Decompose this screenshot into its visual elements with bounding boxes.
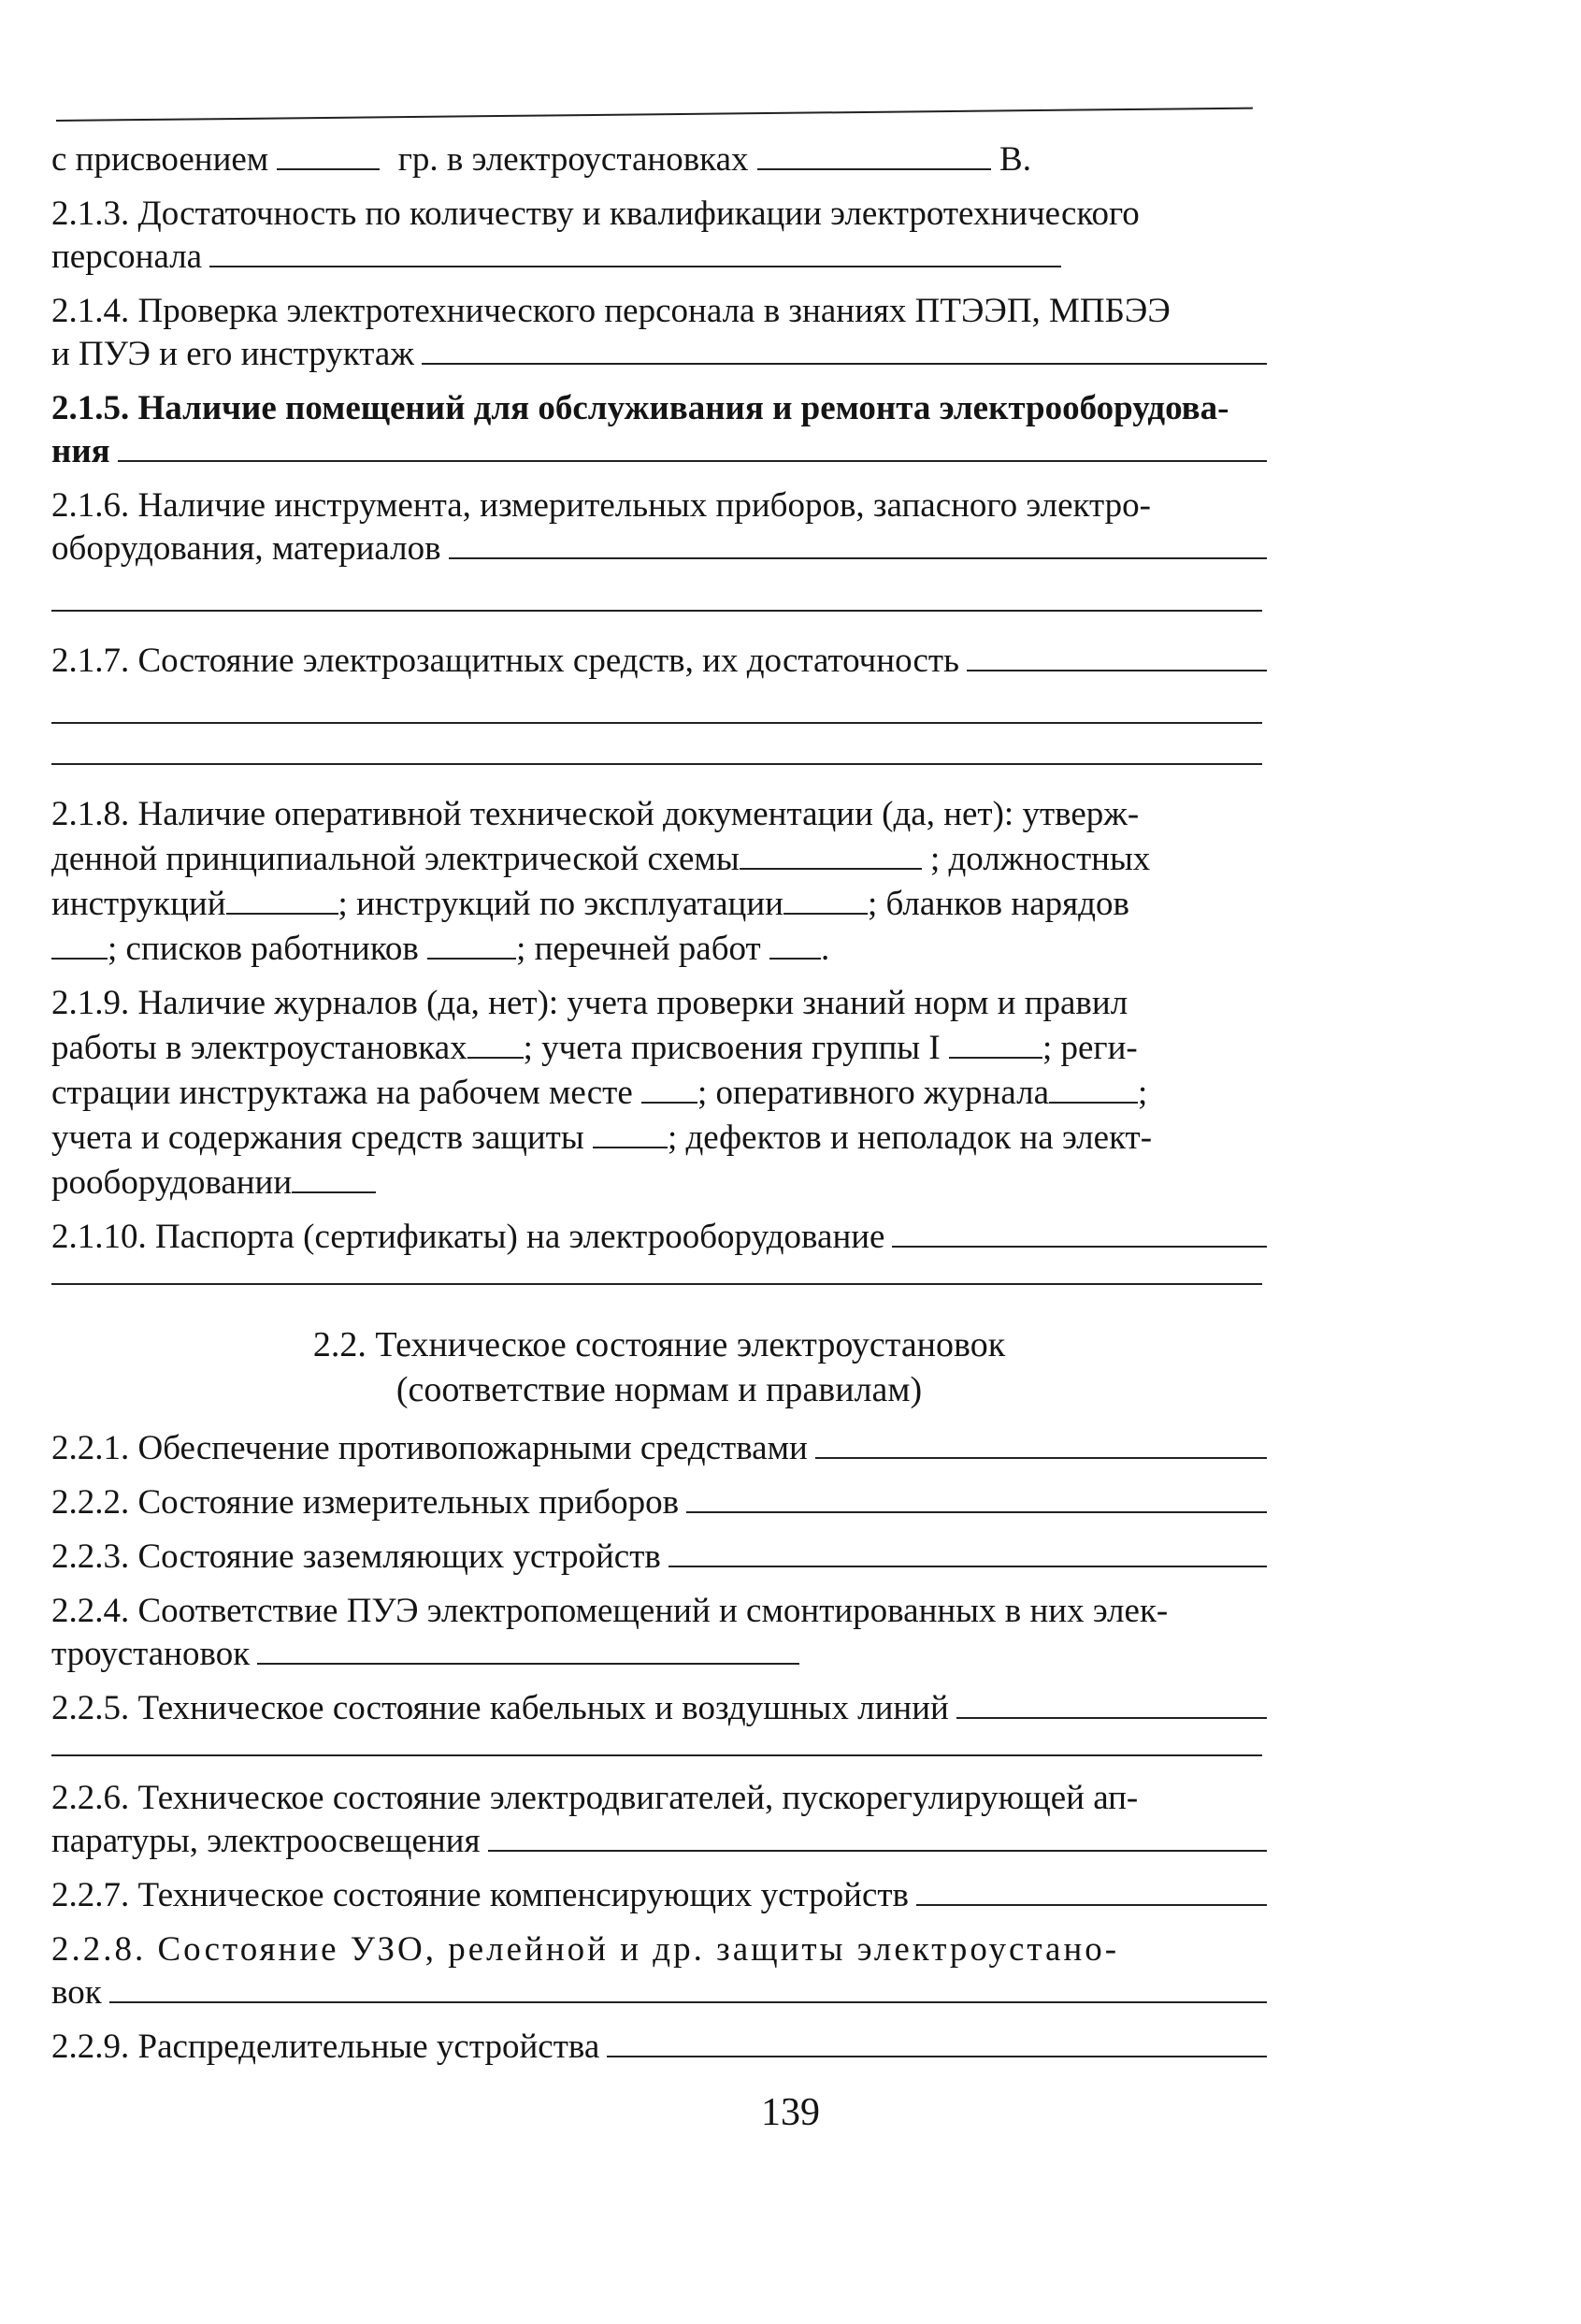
blank-field[interactable]	[467, 1025, 524, 1059]
blank-field[interactable]	[757, 137, 991, 170]
text: ; оперативного журнала	[697, 1074, 1049, 1112]
blank-field[interactable]	[967, 642, 1267, 671]
blank-field[interactable]	[892, 1218, 1267, 1248]
blank-line[interactable]	[51, 722, 1262, 724]
blank-field[interactable]	[488, 1822, 1268, 1852]
text: ; учета присвоения группы I	[523, 1029, 941, 1067]
text: ;	[1138, 1074, 1148, 1112]
item-2-2-9	[51, 2026, 1267, 2069]
blank-line[interactable]	[51, 1283, 1262, 1285]
page-number: 139	[761, 2091, 820, 2134]
text: денной принципиальной электрической схемы	[51, 840, 740, 878]
text: 2.1.8. Наличие оперативной технической документации (да, нет): утверж-	[51, 795, 1140, 833]
blank-line[interactable]	[51, 1754, 1262, 1756]
blank-field[interactable]	[641, 1070, 697, 1104]
text: 2.2.7. Техническое состояние компенсирующих устройств	[51, 1876, 910, 1914]
text: 2.1.3. Достаточность по количеству и квалификации электротехнического	[51, 195, 1140, 233]
blank-field[interactable]	[118, 432, 1267, 462]
text: ; инструкций по эксплуатации	[338, 885, 783, 923]
text: 2.2.5. Техническое состояние кабельных и воздушных линий	[51, 1689, 949, 1727]
blank-field[interactable]	[956, 1689, 1267, 1719]
text: .	[820, 930, 830, 968]
blank-field[interactable]	[427, 926, 516, 960]
text: ; дефектов и неполадок на элект-	[667, 1119, 1153, 1157]
blank-field[interactable]	[607, 2028, 1267, 2057]
item-2-2-1	[51, 1427, 1267, 1470]
item-2-1-8	[51, 793, 1267, 971]
item-2-1-3	[51, 193, 1267, 279]
blank-field[interactable]	[226, 881, 338, 915]
text: 2.2.2. Состояние измерительных приборов	[51, 1483, 680, 1522]
blank-field[interactable]	[1049, 1070, 1138, 1104]
blank-field[interactable]	[422, 335, 1267, 365]
blank-field[interactable]	[593, 1115, 668, 1148]
item-2-1-5	[51, 387, 1267, 473]
text: 2.2.1. Обеспечение противопожарными средствами	[51, 1429, 808, 1467]
item-2-1-10	[51, 1216, 1267, 1259]
blank-field[interactable]	[783, 881, 868, 915]
item-2-1-4	[51, 290, 1267, 376]
blank-field[interactable]	[109, 1973, 1267, 2003]
text: 2.1.7. Состояние электрозащитных средств, их достаточность	[51, 642, 959, 680]
section-heading	[51, 1322, 1267, 1412]
text: учета и содержания средств защиты	[51, 1119, 584, 1157]
text: 2.1.10. Паспорта (сертификаты) на электрооборудование	[51, 1218, 885, 1256]
item-2-2-3	[51, 1536, 1267, 1579]
item-2-2-6	[51, 1777, 1267, 1863]
blank-field[interactable]	[815, 1429, 1267, 1459]
blank-field[interactable]	[51, 926, 108, 960]
text: ; бланков нарядов	[867, 885, 1129, 923]
text: 2.2.4. Соответствие ПУЭ электропомещений и смонтированных в них элек-	[51, 1592, 1169, 1630]
blank-field[interactable]	[209, 238, 1061, 267]
text: 2.2.6. Техническое состояние электродвигателей, пускорегулирующей ап-	[51, 1779, 1139, 1817]
heading-line: (соответствие нормам и правилам)	[395, 1370, 923, 1409]
text: работы в электроустановках	[51, 1029, 467, 1067]
text: 2.1.5. Наличие помещений для обслуживания и ремонта электрооборудова-	[51, 389, 1229, 427]
text: В.	[999, 140, 1031, 179]
blank-field[interactable]	[292, 1160, 376, 1193]
blank-field[interactable]	[686, 1483, 1267, 1513]
blank-line[interactable]	[51, 610, 1262, 612]
blank-field[interactable]	[769, 926, 821, 960]
item-2-2-4	[51, 1590, 1267, 1676]
item-2-1-6	[51, 484, 1267, 570]
blank-field[interactable]	[257, 1635, 799, 1665]
blank-field[interactable]	[668, 1537, 1267, 1567]
text: персонала	[51, 238, 203, 276]
text: ; перечней работ	[516, 930, 761, 968]
text: ; должностных	[929, 840, 1151, 878]
text: гр. в электроустановках	[397, 140, 749, 179]
blank-field[interactable]	[740, 836, 922, 870]
text: 2.2.3. Состояние заземляющих устройств	[51, 1537, 661, 1576]
text: ; реги-	[1042, 1029, 1138, 1067]
item-2-2-2	[51, 1481, 1267, 1524]
text: и ПУЭ и его инструктаж	[51, 335, 414, 373]
item-2-1-9	[51, 982, 1267, 1205]
heading-line: 2.2. Техническое состояние электроустановок	[312, 1325, 1006, 1364]
text: оборудования, материалов	[51, 529, 441, 568]
item-2-2-7	[51, 1874, 1267, 1917]
item-2-2-5	[51, 1687, 1267, 1730]
text: 2.1.6. Наличие инструмента, измерительных приборов, запасного электро-	[51, 486, 1151, 525]
text: троустановок	[51, 1635, 251, 1673]
text: вок	[51, 1973, 102, 2012]
text: 2.1.4. Проверка электротехнического персонала в знаниях ПТЭЭП, МПБЭЭ	[51, 292, 1171, 330]
item-2-1-7	[51, 640, 1267, 683]
blank-field[interactable]	[277, 137, 380, 170]
blank-line[interactable]	[51, 763, 1262, 765]
blank-field[interactable]	[949, 1025, 1042, 1059]
text: с присвоением	[51, 140, 269, 179]
text: ; списков работников	[108, 930, 419, 968]
text: 2.2.8. Состояние УЗО, релейной и др. защиты электроустано-	[51, 1930, 1120, 1969]
text: 2.2.9. Распределительные устройства	[51, 2028, 600, 2066]
blank-field[interactable]	[916, 1876, 1267, 1906]
line-assignment	[51, 137, 1267, 181]
text: паратуры, электроосвещения	[51, 1822, 481, 1860]
text: страции инструктажа на рабочем месте	[51, 1074, 633, 1112]
form-content	[51, 112, 1267, 2080]
text: 2.1.9. Наличие журналов (да, нет): учета проверки знаний норм и правил	[51, 984, 1128, 1022]
item-2-2-8	[51, 1928, 1267, 2014]
text: рооборудовании	[51, 1163, 293, 1202]
blank-field[interactable]	[449, 529, 1267, 559]
text: инструкций	[51, 885, 226, 923]
text: ния	[51, 432, 110, 470]
